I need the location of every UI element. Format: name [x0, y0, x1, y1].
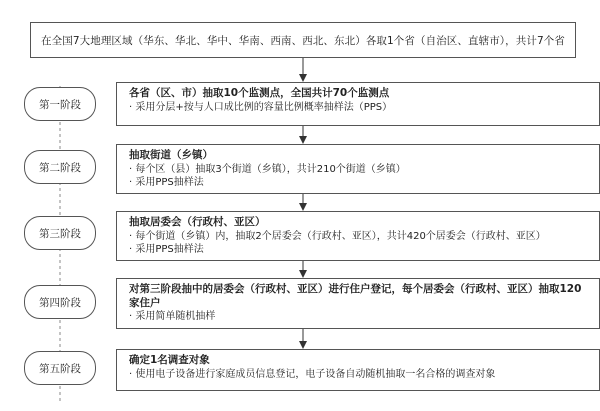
stage-label-4 — [24, 285, 96, 319]
stage-1-title: 各省（区、市）抽取10个监测点，全国共计70个监测点 — [129, 87, 390, 99]
stage-5-title: 确定1名调查对象 — [129, 354, 210, 366]
stage-2-bullet-1: · 每个区（县）抽取3个街道（乡镇），共计210个街道（乡镇） — [129, 163, 406, 175]
stage-label-1 — [24, 87, 96, 121]
stage-2-title: 抽取街道（乡镇） — [129, 149, 213, 161]
header-text: 在全国7大地理区域（华东、华北、华中、华南、西南、西北、东北）各取1个省（自治区、直辖市），共计7个省 — [41, 34, 565, 47]
stage-label-5 — [24, 351, 96, 385]
stage-box-5 — [116, 349, 600, 391]
stage-label-1-text: 第一阶段 — [39, 98, 81, 111]
stage-3-bullet-2: · 采用PPS抽样法 — [129, 244, 204, 255]
stage-3-bullet-1: · 每个街道（乡镇）内，抽取2个居委会（行政村、亚区），共计420个居委会（行政村、亚区） — [129, 230, 546, 242]
stage-box-2 — [116, 144, 600, 194]
stage-5-bullet-1: · 使用电子设备进行家庭成员信息登记，电子设备自动随机抽取一名合格的调查对象 — [129, 368, 496, 380]
stage-label-2-text: 第二阶段 — [39, 161, 81, 174]
stage-4-bullet-1: · 采用简单随机抽样 — [129, 311, 216, 322]
stage-box-1 — [116, 82, 600, 126]
stage-4-title: 对第三阶段抽中的居委会（行政村、亚区）进行住户登记，每个居委会（行政村、亚区）抽取120家住户 — [129, 283, 582, 309]
stage-box-4 — [116, 278, 600, 329]
stage-3-title: 抽取居委会（行政村、亚区） — [129, 216, 266, 228]
stage-1-bullet-1: · 采用分层+按与人口成比例的容量比例概率抽样法（PPS） — [129, 101, 393, 113]
stage-box-3 — [116, 211, 600, 261]
stage-label-5-text: 第五阶段 — [39, 362, 81, 375]
stage-2-bullet-2: · 采用PPS抽样法 — [129, 177, 204, 188]
stage-label-3-text: 第三阶段 — [39, 227, 81, 240]
header-box — [30, 22, 576, 58]
stage-label-2 — [24, 150, 96, 184]
stage-label-3 — [24, 216, 96, 250]
stage-label-4-text: 第四阶段 — [39, 296, 81, 309]
